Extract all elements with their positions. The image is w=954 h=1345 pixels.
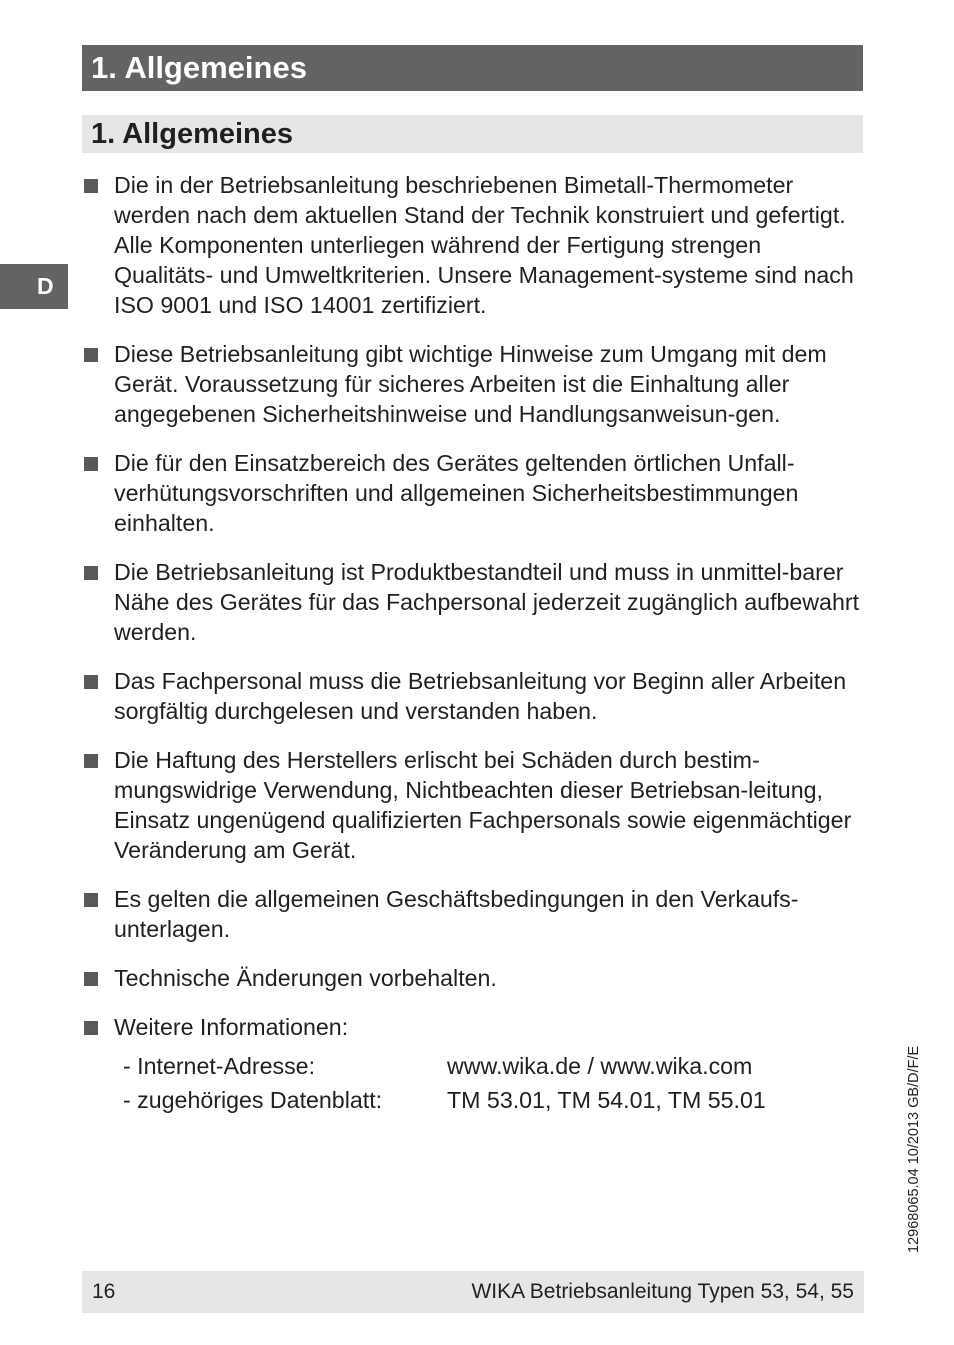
list-item — [82, 339, 864, 429]
square-bullet-icon — [84, 754, 98, 768]
square-bullet-icon — [84, 893, 98, 907]
bullet-text: Technische Änderungen vorbehalten. — [114, 965, 497, 991]
square-bullet-icon — [84, 566, 98, 580]
bullet-text: Weitere Informationen: — [114, 1014, 349, 1040]
footer — [82, 1271, 864, 1313]
info-value: TM 53.01, TM 54.01, TM 55.01 — [447, 1087, 766, 1113]
info-label: - zugehöriges Datenblatt: — [123, 1087, 383, 1113]
info-row — [114, 1083, 766, 1117]
list-item — [82, 884, 864, 944]
bullet-text: Es gelten die allgemeinen Geschäftsbedingungen in den Verkaufs-unterlagen. — [114, 886, 799, 942]
bullet-text: Die für den Einsatzbereich des Gerätes geltenden örtlichen Unfall-verhütungsvorschriften und allgemeinen Sicherheitsbestimmungen einhalten. — [114, 450, 799, 536]
bullet-text: Die Betriebsanleitung ist Produktbestandteil und muss in unmittel-barer Nähe des Gerätes für das Fachpersonal jederzeit zugänglich aufbewahrt werden. — [114, 559, 860, 645]
list-item — [82, 448, 864, 538]
list-item — [82, 170, 864, 320]
info-table — [114, 1049, 766, 1117]
square-bullet-icon — [84, 179, 98, 193]
bullet-list — [82, 170, 864, 1136]
language-tab: D — [0, 264, 68, 309]
bullet-text: Diese Betriebsanleitung gibt wichtige Hinweise zum Umgang mit dem Gerät. Voraussetzung für sicheres Arbeiten ist die Einhaltung aller angegebenen Sicherheitshinweise und Handlungsanweisun-gen. — [114, 341, 827, 427]
list-item — [82, 1012, 864, 1117]
list-item — [82, 745, 864, 865]
square-bullet-icon — [84, 1021, 98, 1035]
info-row — [114, 1049, 766, 1083]
page-number: 16 — [92, 1280, 116, 1303]
square-bullet-icon — [84, 972, 98, 986]
chapter-heading: 1. Allgemeines — [82, 45, 863, 91]
square-bullet-icon — [84, 457, 98, 471]
square-bullet-icon — [84, 348, 98, 362]
info-value: www.wika.de / www.wika.com — [447, 1053, 753, 1079]
bullet-text: Die Haftung des Herstellers erlischt bei Schäden durch bestim-mungswidrige Verwendung, Nichtbeachten dieser Betriebsan-leitung, Einsatz ungenügend qualifizierten Fachpersonals sowie eigenmächtiger Veränderung am Gerät. — [114, 747, 852, 863]
square-bullet-icon — [84, 675, 98, 689]
list-item — [82, 557, 864, 647]
footer-title: WIKA Betriebsanleitung Typen 53, 54, 55 — [471, 1280, 854, 1303]
bullet-text: Das Fachpersonal muss die Betriebsanleitung vor Beginn aller Arbeiten sorgfältig durchgelesen und verstanden haben. — [114, 668, 847, 724]
list-item — [82, 666, 864, 726]
document-code: 12968065.04 10/2013 GB/D/F/E — [906, 1045, 922, 1253]
info-label: - Internet-Adresse: — [123, 1053, 316, 1079]
section-heading: 1. Allgemeines — [82, 115, 863, 153]
list-item — [82, 963, 864, 993]
bullet-text: Die in der Betriebsanleitung beschriebenen Bimetall-Thermometer werden nach dem aktuellen Stand der Technik konstruiert und gefertigt. Alle Komponenten unterliegen während der Fertigung strengen Qualitäts- und Umweltkriterien. Unsere Management-systeme sind nach ISO 9001 und ISO 14001 zertifiziert. — [114, 172, 854, 318]
